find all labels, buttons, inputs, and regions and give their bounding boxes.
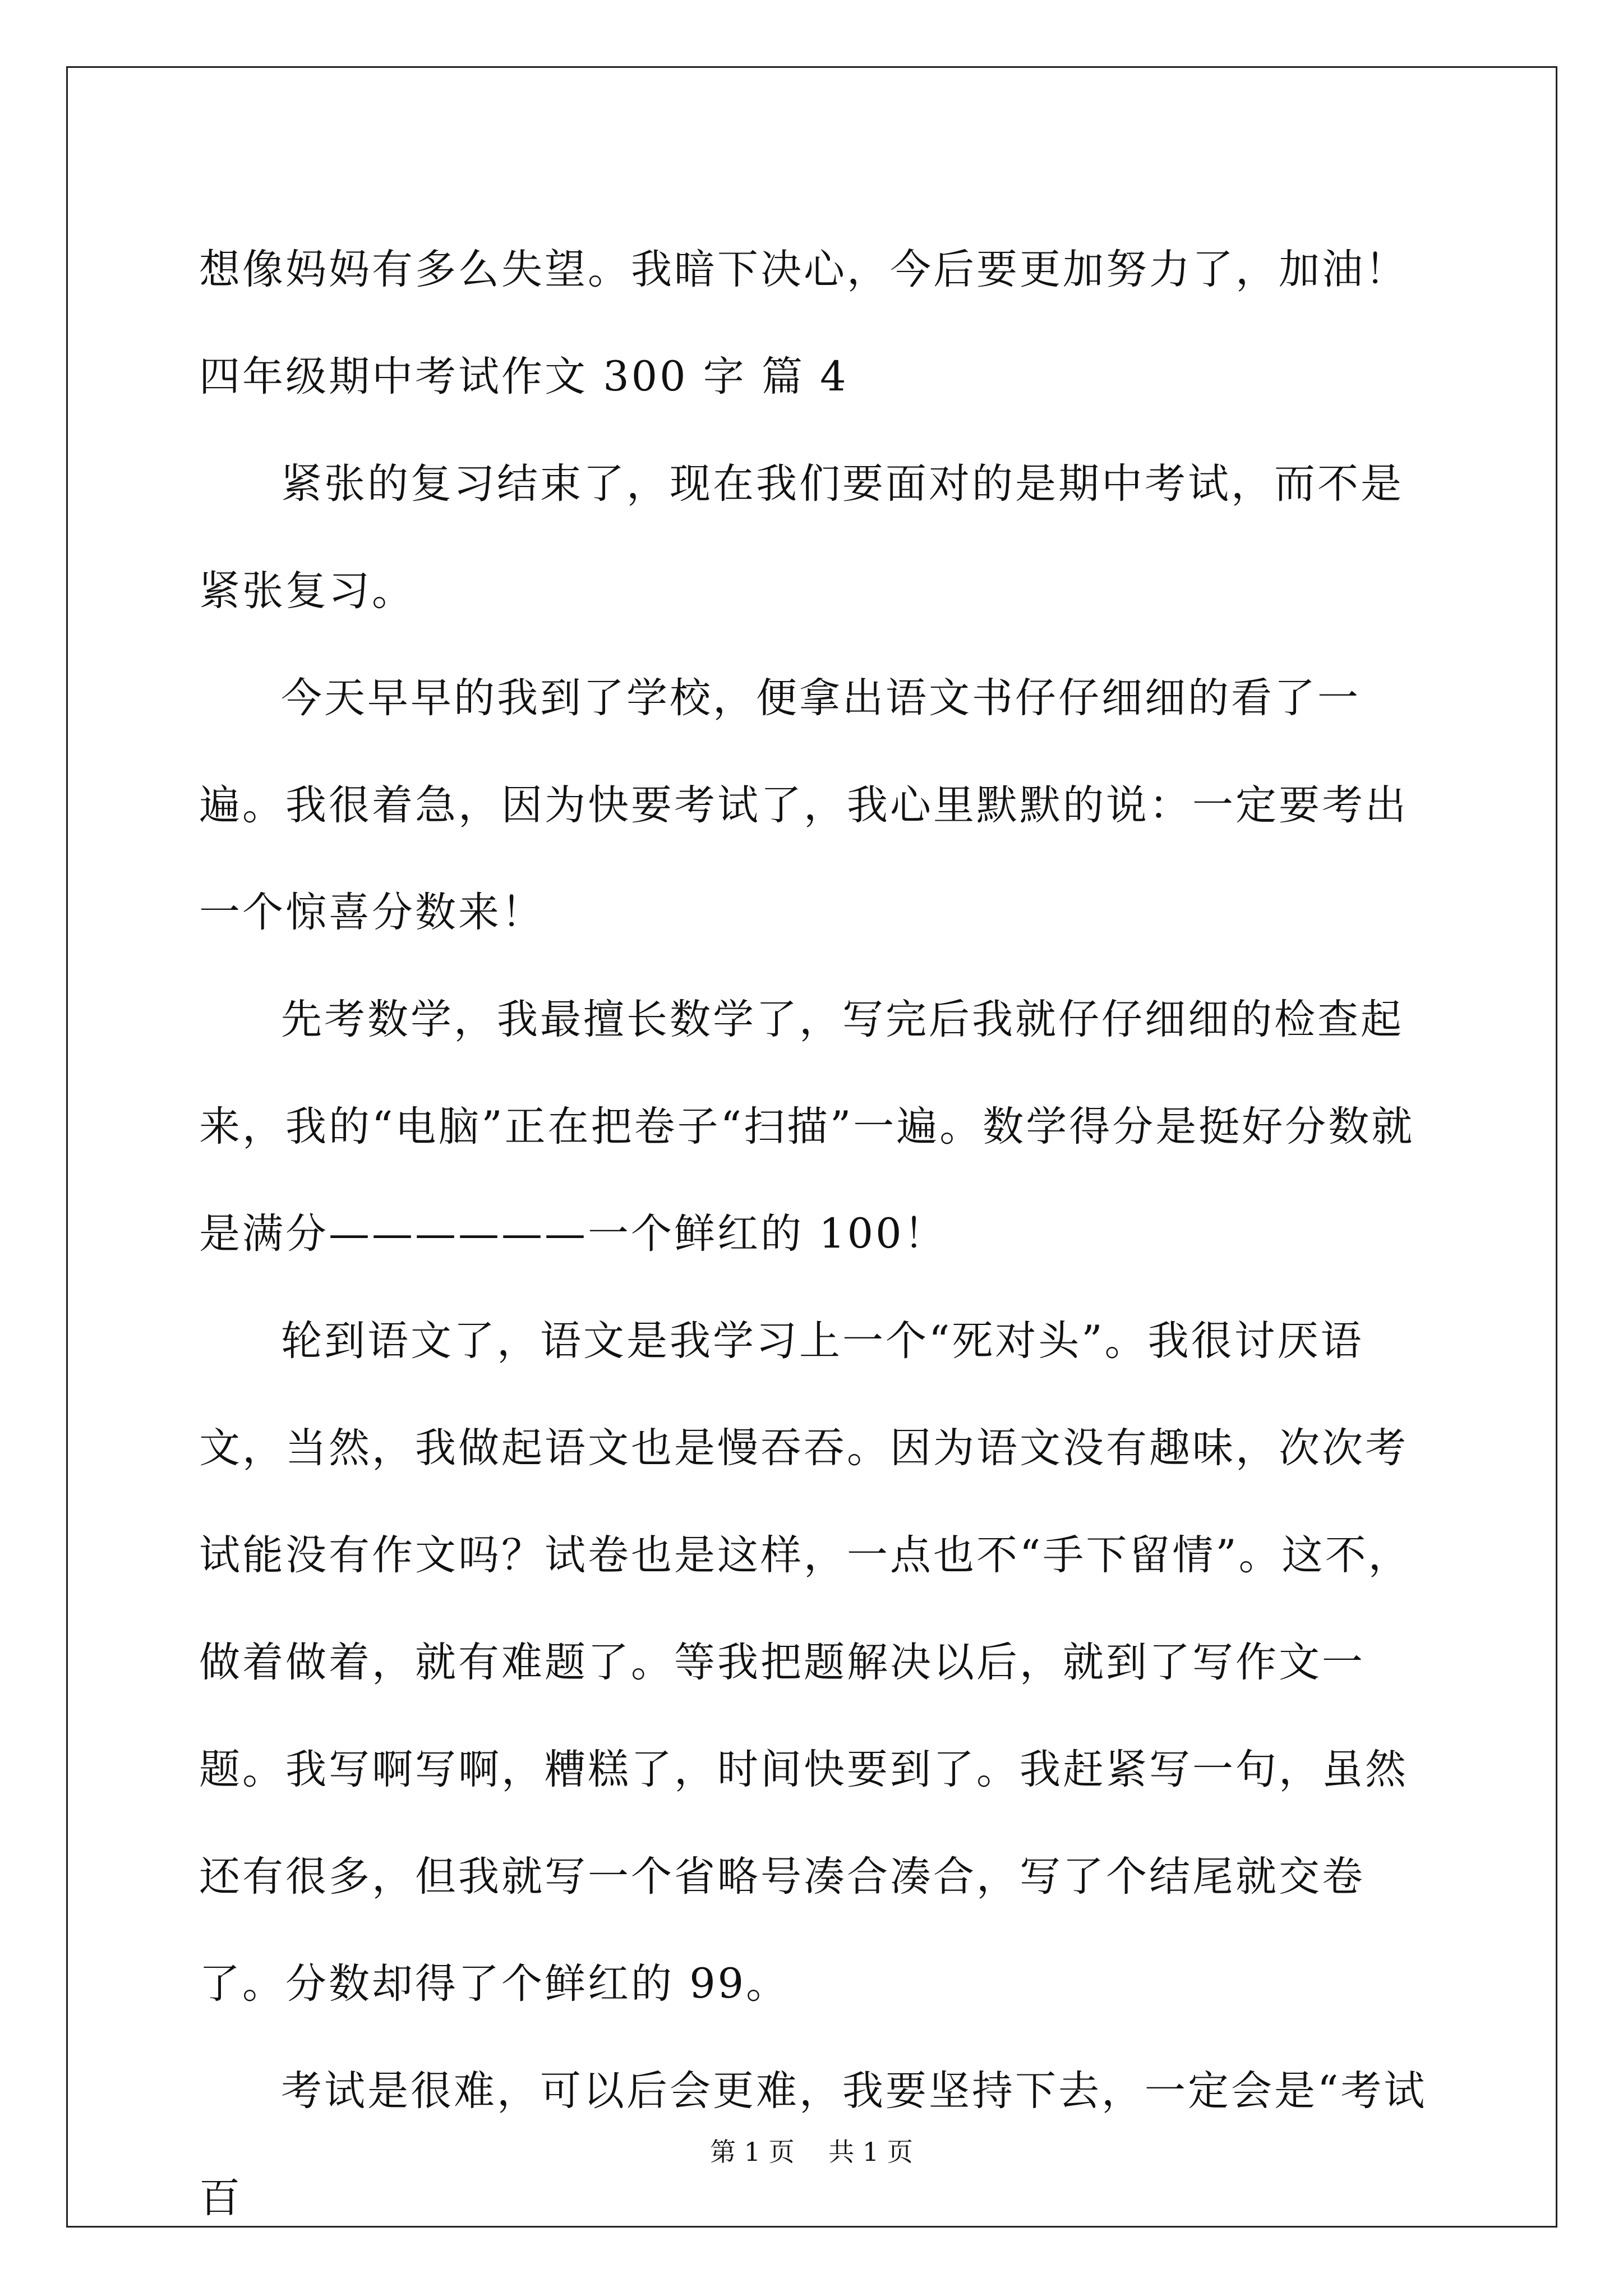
paragraph-2: 紧张的复习结束了，现在我们要面对的是期中考试，而不是紧张复习。 — [199, 460, 1404, 615]
paragraph-5: 轮到语文了，语文是我学习上一个“死对头”。我很讨厌语文，当然，我做起语文也是慢吞吞。因为语文没有趣味，次次考试能没有作文吗？试卷也是这样，一点也不“手下留情”。这不，做着做着，就有难题了。等我把题解决以后，就到了写作文一题。我写啊写啊，糟糕了，时间快要到了。我赶紧写一句，虽然还有很多，但我就写一个省略号凑合凑合，写了个结尾就交卷了。分数却得了个鲜红的 99。 — [199, 1317, 1412, 2008]
paragraph-6: 考试是很难，可以后会更难，我要坚持下去，一定会是“考试百 — [199, 2067, 1427, 2222]
section-heading: 四年级期中考试作文 300 字 篇 4 — [199, 353, 849, 401]
paragraph-3: 今天早早的我到了学校，便拿出语文书仔仔细细的看了一遍。我很着急，因为快要考试了，我心里默默的说：一定要考出一个惊喜分数来！ — [199, 674, 1408, 936]
paragraph-1: 想像妈妈有多么失望。我暗下决心，今后要更加努力了，加油！ — [199, 246, 1408, 293]
document-body — [199, 216, 1430, 2252]
paragraph-4: 先考数学，我最擅长数学了，写完后我就仔仔细细的检查起来，我的“电脑”正在把卷子“扫描”一遍。数学得分是挺好分数就是满分——————一个鲜红的 100！ — [199, 996, 1415, 1258]
page-footer: 第 1 页 共 1 页 — [710, 2137, 913, 2167]
